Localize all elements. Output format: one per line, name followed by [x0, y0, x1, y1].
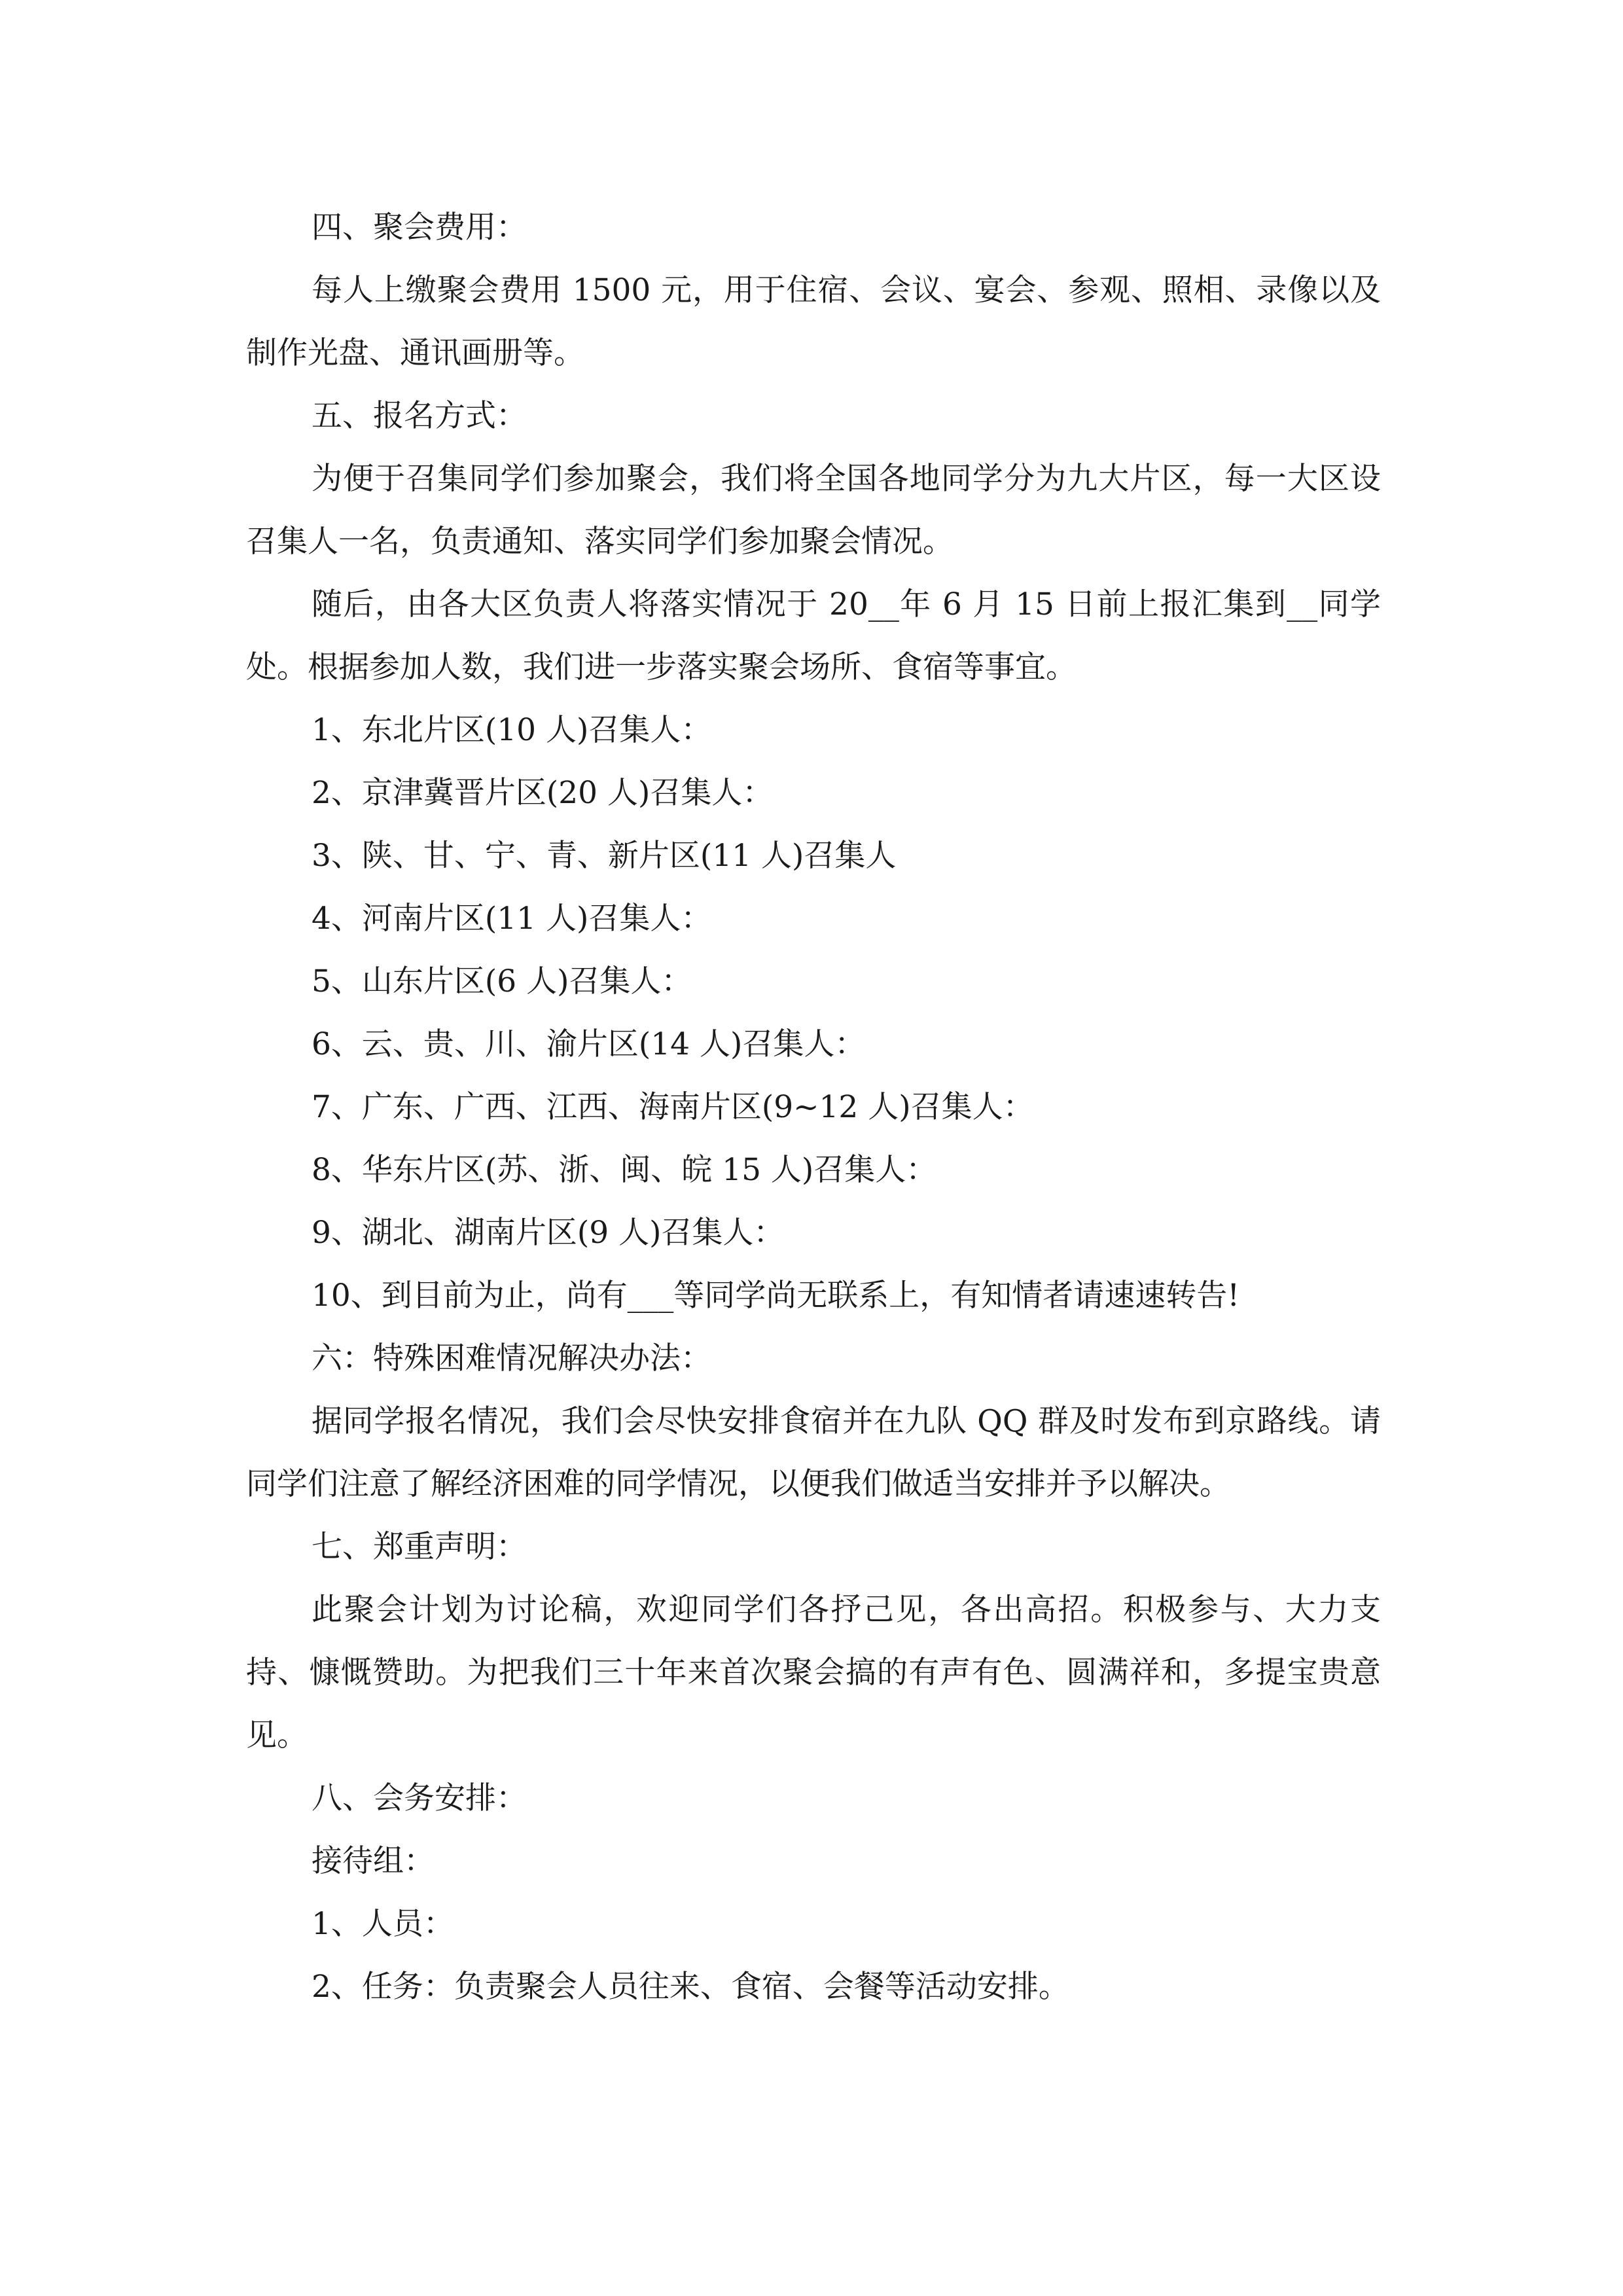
paragraph-registration: 为便于召集同学们参加聚会，我们将全国各地同学分为九大片区，每一大区设召集人一名，负责通知、落实同学们参加聚会情况。	[246, 461, 1381, 560]
paragraph-statement: 此聚会计划为讨论稿，欢迎同学们各抒己见，各出高招。积极参与、大力支持、慷慨赞助。为把我们三十年来首次聚会搞的有声有色、圆满祥和，多提宝贵意见。	[246, 1592, 1381, 1753]
section-heading-registration: 五、报名方式：	[312, 398, 527, 434]
list-item-region-2: 2、京津冀晋片区(20 人)召集人：	[312, 775, 774, 811]
list-item-personnel: 1、人员：	[312, 1906, 454, 1942]
section-heading-hardship: 六：特殊困难情况解决办法：	[312, 1340, 711, 1376]
document-body	[246, 196, 1381, 2018]
paragraph-hardship: 据同学报名情况，我们会尽快安排食宿并在九队 QQ 群及时发布到京路线。请同学们注意了解经济困难的同学情况，以便我们做适当安排并予以解决。	[246, 1403, 1381, 1502]
list-item-region-1: 1、东北片区(10 人)召集人：	[312, 712, 712, 748]
list-item-tasks: 2、任务：负责聚会人员往来、食宿、会餐等活动安排。	[312, 1969, 1069, 2005]
section-heading-statement: 七、郑重声明：	[312, 1529, 527, 1565]
section-heading-arrangements: 八、会务安排：	[312, 1780, 527, 1816]
list-item-region-7: 7、广东、广西、江西、海南片区(9~12 人)召集人：	[312, 1089, 1034, 1125]
list-item-region-4: 4、河南片区(11 人)召集人：	[312, 901, 712, 937]
paragraph-reporting: 随后，由各大区负责人将落实情况于 20__年 6 月 15 日前上报汇集到__同学处。根据参加人数，我们进一步落实聚会场所、食宿等事宜。	[246, 586, 1381, 685]
list-item-region-9: 9、湖北、湖南片区(9 人)召集人：	[312, 1215, 785, 1251]
list-item-region-5: 5、山东片区(6 人)召集人：	[312, 963, 692, 999]
subheading-reception-group: 接待组：	[312, 1843, 435, 1879]
paragraph-fees: 每人上缴聚会费用 1500 元，用于住宿、会议、宴会、参观、照相、录像以及制作光盘、通讯画册等。	[246, 272, 1381, 371]
section-heading-fees: 四、聚会费用：	[312, 209, 527, 245]
list-item-10: 10、到目前为止，尚有___等同学尚无联系上，有知情者请速速转告!	[312, 1278, 1240, 1314]
list-item-region-3: 3、陕、甘、宁、青、新片区(11 人)召集人	[312, 838, 897, 874]
list-item-region-6: 6、云、贵、川、渝片区(14 人)召集人：	[312, 1026, 866, 1062]
list-item-region-8: 8、华东片区(苏、浙、闽、皖 15 人)召集人：	[312, 1152, 937, 1188]
